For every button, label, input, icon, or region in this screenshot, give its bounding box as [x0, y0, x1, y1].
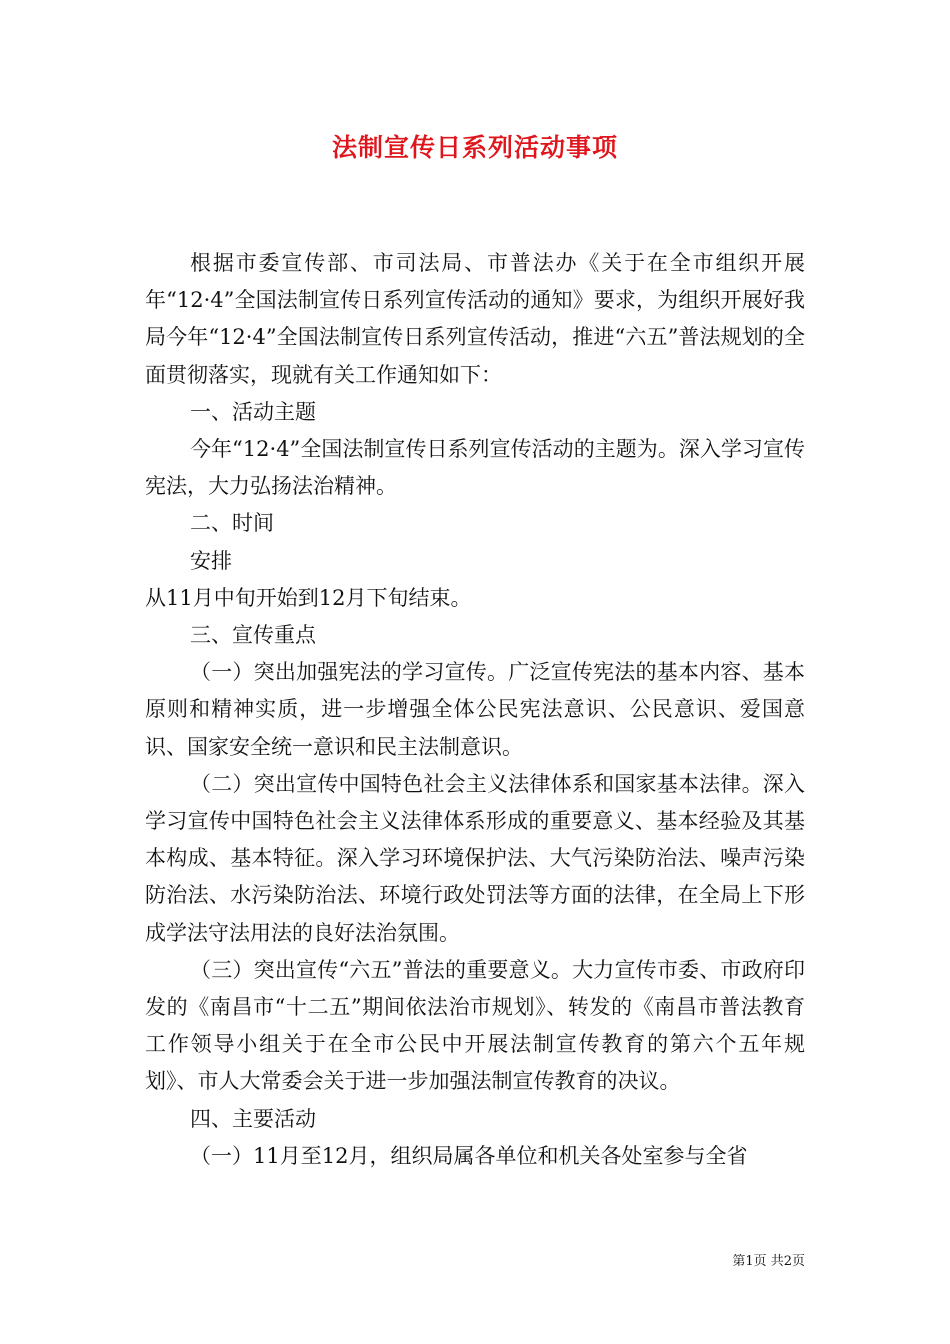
section-heading-time: 二、时间	[190, 511, 274, 536]
page-number-footer: 第1页 共2页	[732, 1254, 805, 1269]
theme-paragraph: 今年“12·4”全国法制宣传日系列宣传活动的主题为。深入学习宣传宪法，大力弘扬法治精神。	[145, 437, 805, 499]
time-paragraph: 从11月中旬开始到12月下旬结束。	[145, 585, 472, 610]
focus-paragraph-1: （一）突出加强宪法的学习宣传。广泛宣传宪法的基本内容、基本原则和精神实质，进一步增强全体公民宪法意识、公民意识、爱国意识、国家安全统一意识和民主法制意识。	[145, 660, 805, 759]
document-body	[145, 245, 805, 1175]
activities-paragraph-1: （一）11月至12月，组织局属各单位和机关各处室参与全省	[190, 1143, 748, 1168]
intro-paragraph: 根据市委宣传部、市司法局、市普法办《关于在全市组织开展年“12·4”全国法制宣传日系列宣传活动的通知》要求，为组织开展好我局今年“12·4”全国法制宣传日系列宣传活动，推进“六五”普法规划的全面贯彻落实，现就有关工作通知如下：	[145, 251, 805, 387]
document-title: 法制宣传日系列活动事项	[331, 133, 618, 162]
section-heading-theme: 一、活动主题	[190, 399, 316, 424]
section-heading-focus: 三、宣传重点	[190, 623, 316, 648]
focus-paragraph-2: （二）突出宣传中国特色社会主义法律体系和国家基本法律。深入学习宣传中国特色社会主义法律体系形成的重要意义、基本经验及其基本构成、基本特征。深入学习环境保护法、大气污染防治法、噪声污染防治法、水污染防治法、环境行政处罚法等方面的法律，在全局上下形成学法守法用法的良好法治氛围。	[145, 771, 805, 945]
focus-paragraph-3: （三）突出宣传“六五”普法的重要意义。大力宣传市委、市政府印发的《南昌市“十二五”期间依法治市规划》、转发的《南昌市普法教育工作领导小组关于在全市公民中开展法制宣传教育的第六个五年规划》、市人大常委会关于进一步加强法制宣传教育的决议。	[145, 957, 805, 1094]
section-heading-activities: 四、主要活动	[190, 1106, 316, 1131]
time-arrangement-label: 安排	[190, 548, 232, 573]
